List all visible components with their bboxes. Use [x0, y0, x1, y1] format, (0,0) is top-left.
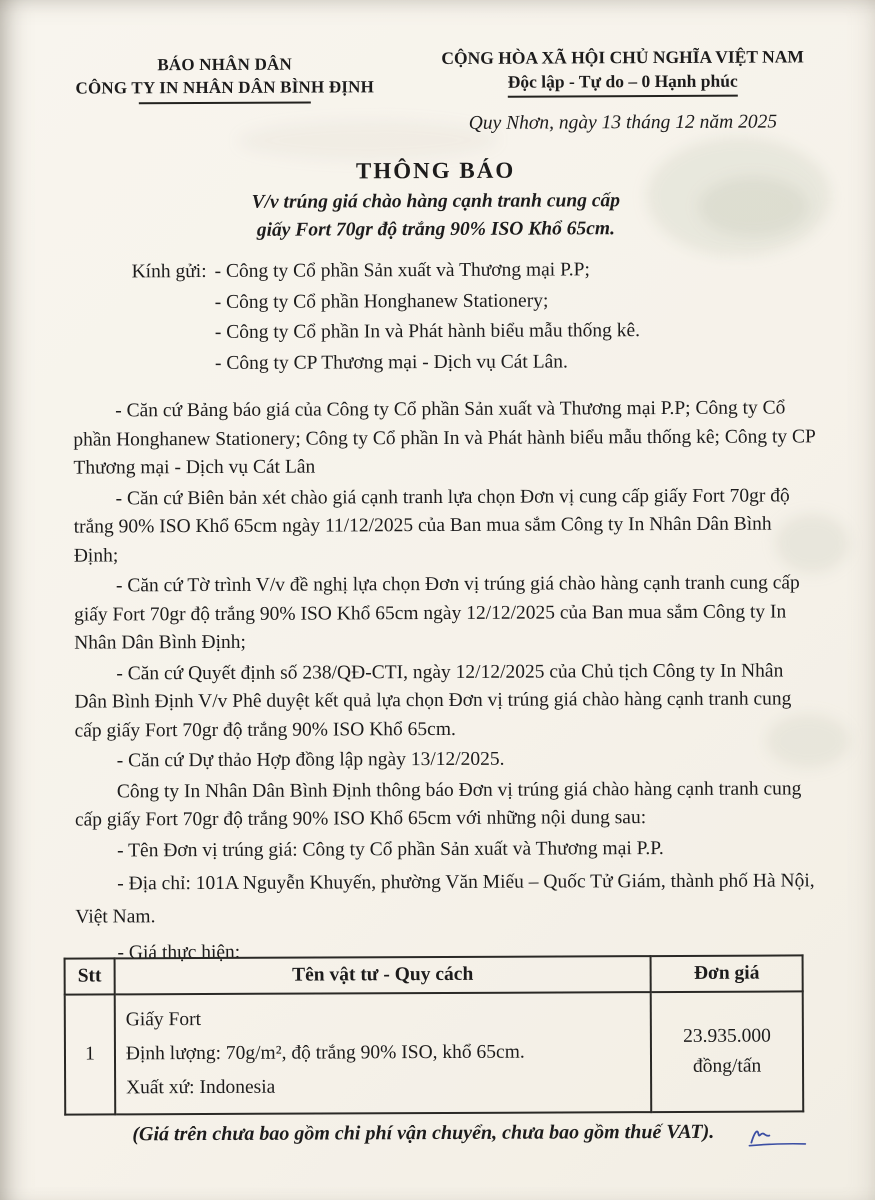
item-name: Giấy Fort	[125, 1009, 202, 1031]
recipients-label: Kính gửi:	[131, 261, 207, 283]
document-title: THÔNG BÁO	[355, 157, 516, 184]
body-paragraph: - Căn cứ Biên bản xét chào giá cạnh tranh lựa chọn Đơn vị cung cấp giấy Fort 70gr độ trắng 90% ISO Khổ 65cm ngày 11/12/2025 của Ban mua sắm Công ty In Nhân Dân Bình Định;	[73, 484, 790, 567]
handwritten-initial-pen-mark	[747, 1124, 827, 1154]
recipient-item: - Công ty Cổ phần Honghanew Stationery;	[214, 290, 549, 313]
table-header-stt: Stt	[65, 958, 115, 994]
recipients-list	[215, 255, 641, 379]
item-description-cell	[115, 992, 652, 1114]
company-name: CÔNG TY IN NHÂN DÂN BÌNH ĐỊNH	[75, 77, 375, 98]
body-paragraph: - Tên Đơn vị trúng giá: Công ty Cổ phần Sản xuất và Thương mại P.P.	[117, 837, 664, 861]
place-dateline: Quy Nhơn, ngày 13 tháng 12 năm 2025	[468, 111, 778, 134]
title-block	[0, 156, 873, 246]
document-subtitle	[0, 186, 873, 246]
table-header-row	[65, 955, 803, 994]
price-unit: đồng/tấn	[692, 1055, 762, 1077]
national-motto: Độc lập - Tự do – 0 Hạnh phúc	[508, 69, 738, 98]
recipient-item: - Công ty Cổ phần In và Phát hành biểu mẫu thống kê.	[214, 320, 641, 343]
national-title: CỘNG HÒA XÃ HỘI CHỦ NGHĨA VIỆT NAM	[441, 46, 804, 68]
body-text	[73, 394, 817, 970]
body-paragraph: - Căn cứ Dự thảo Hợp đồng lập ngày 13/12/2025.	[116, 748, 505, 772]
price-table	[64, 954, 805, 1115]
recipient-item: - Công ty CP Thương mại - Dịch vụ Cát Lân.	[214, 350, 568, 374]
letterhead	[0, 44, 873, 134]
item-origin: Xuất xứ: Indonesia	[126, 1076, 276, 1099]
table-header-price: Đơn giá	[651, 955, 803, 992]
unit-price-cell	[651, 991, 803, 1112]
body-paragraph: - Giá thực hiện:	[117, 941, 241, 964]
org-underline	[139, 102, 311, 105]
recipient-item: - Công ty Cổ phần Sản xuất và Thương mại P.P;	[214, 259, 590, 282]
body-paragraph: - Căn cứ Bảng báo giá của Công ty Cổ phần Sản xuất và Thương mại P.P; Công ty Cổ phần Honghanew Stationery; Công ty Cổ phần In và Phát hành biểu mẫu thống kê; Công ty CP Thương mại - Dịch vụ Cát Lân	[73, 397, 816, 479]
subtitle-line: V/v trúng giá chào hàng cạnh tranh cung cấp	[251, 190, 621, 213]
body-paragraph: Công ty In Nhân Dân Bình Định thông báo Đơn vị trúng giá chào hàng cạnh tranh cung cấp giấy Fort 70gr độ trắng 90% ISO Khổ 65cm với những nội dung sau:	[74, 777, 802, 831]
recipients-block	[132, 255, 641, 379]
table-header-desc: Tên vật tư - Quy cách	[114, 956, 650, 994]
footer-note: (Giá trên chưa bao gồm chi phí vận chuyển, chưa bao gồm thuế VAT).	[132, 1120, 715, 1146]
table-row	[65, 991, 804, 1114]
price-amount: 23.935.000	[683, 1025, 771, 1047]
row-number-cell: 1	[65, 994, 115, 1114]
item-spec: Định lượng: 70g/m², độ trắng 90% ISO, khổ 65cm.	[125, 1041, 525, 1065]
body-paragraph: - Địa chỉ: 101A Nguyễn Khuyến, phường Văn Miếu – Quốc Tử Giám, thành phố Hà Nội, Việt Nam.	[75, 870, 815, 928]
body-paragraph: - Căn cứ Quyết định số 238/QĐ-CTI, ngày 12/12/2025 của Chủ tịch Công ty In Nhân Dân Bình Định V/v Phê duyệt kết quả lựa chọn Đơn vị trúng giá chào hàng cạnh tranh cung cấp giấy Fort 70gr độ trắng 90% ISO Khổ 65cm.	[74, 659, 792, 742]
body-paragraph: - Căn cứ Tờ trình V/v đề nghị lựa chọn Đơn vị trúng giá chào hàng cạnh tranh cung cấp giấy Fort 70gr độ trắng 90% ISO Khổ 65cm ngày 12/12/2025 của Ban mua sắm Công ty In Nhân Dân Bình Định;	[74, 572, 800, 654]
issuing-org-block	[60, 52, 390, 104]
subtitle-line: giấy Fort 70gr độ trắng 90% ISO Khổ 65cm.	[256, 218, 615, 241]
national-header-block	[423, 44, 823, 136]
parent-org-name: BÁO NHÂN DÂN	[157, 54, 293, 75]
